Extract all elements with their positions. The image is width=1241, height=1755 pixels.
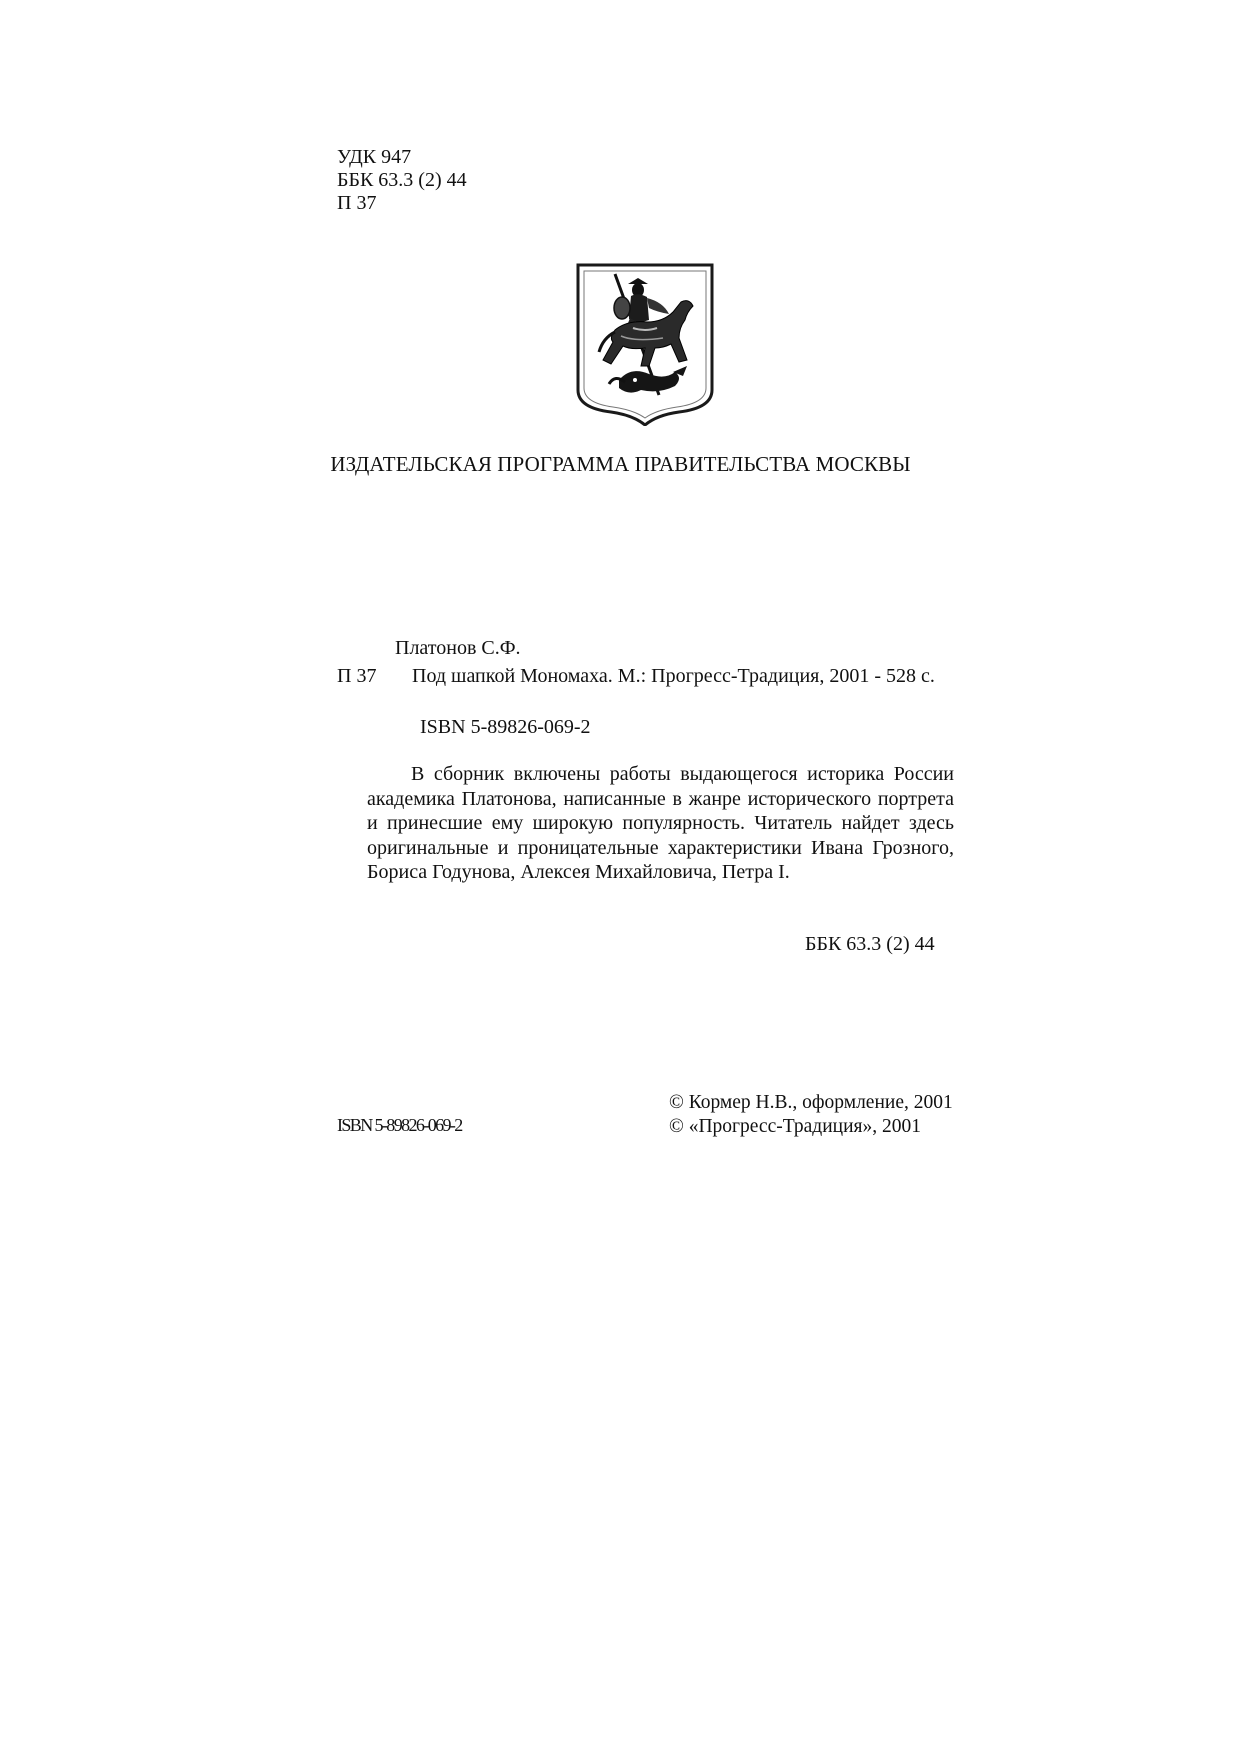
bbk-code-bottom: ББК 63.3 (2) 44 [805, 933, 935, 955]
bbk-code: ББК 63.3 (2) 44 [337, 169, 467, 191]
classification-block [337, 146, 467, 215]
udk-code: УДК 947 [337, 146, 412, 168]
program-title: ИЗДАТЕЛЬСКАЯ ПРОГРАММА ПРАВИТЕЛЬСТВА МОСКВЫ [330, 452, 911, 476]
copyright-block [669, 1091, 953, 1139]
catalog-code: П 37 [337, 665, 377, 687]
copyright-design: © Кормер Н.В., оформление, 2001 [669, 1092, 953, 1113]
isbn-footer: ISBN 5-89826-069-2 [337, 1115, 462, 1135]
moscow-coat-of-arms-icon [575, 262, 715, 426]
copyright-publisher: © «Прогресс-Традиция», 2001 [669, 1116, 921, 1137]
annotation-paragraph: В сборник включены работы выдающегося историка России академика Платонова, написанные в жанре исторического портрета и принесшие ему широкую популярность. Читатель найдет здесь оригинальные и проницательные характеристики Ивана Грозного, Бориса Годунова, Алексея Михайловича, Петра I. [367, 763, 954, 883]
author-name: Платонов С.Ф. [395, 637, 521, 659]
author-mark: П 37 [337, 192, 377, 214]
bibliographic-entry: Под шапкой Мономаха. М.: Прогресс-Традиция, 2001 - 528 с. [412, 665, 935, 687]
isbn-line: ISBN 5-89826-069-2 [420, 716, 591, 738]
